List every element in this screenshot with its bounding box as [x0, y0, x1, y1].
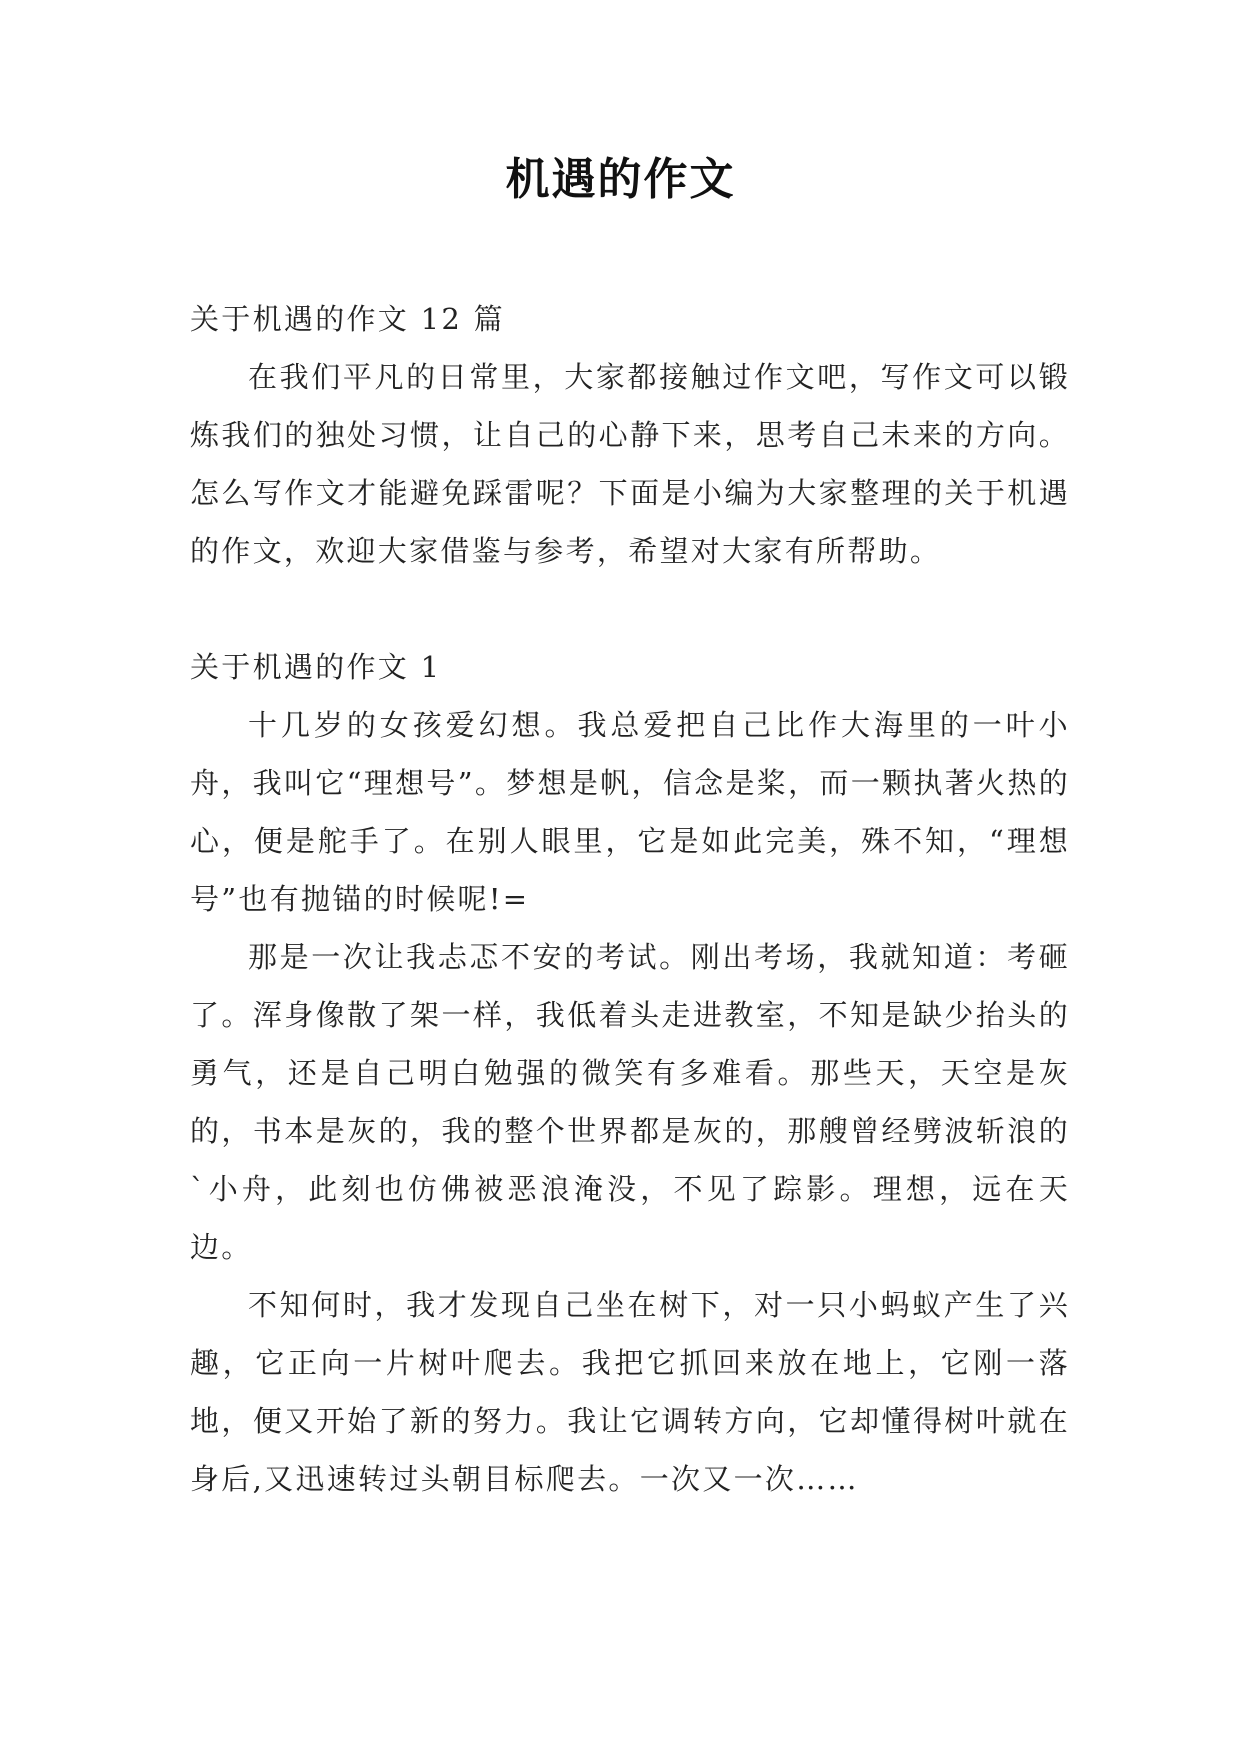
section-spacer	[190, 580, 1070, 638]
body-paragraph-2: 那是一次让我忐忑不安的考试。刚出考场，我就知道：考砸了。浑身像散了架一样，我低着头走进教室，不知是缺少抬头的勇气，还是自己明白勉强的微笑有多难看。那些天，天空是灰的，书本是灰的，我的整个世界都是灰的，那艘曾经劈波斩浪的`小舟，此刻也仿佛被恶浪淹没，不见了踪影。理想，远在天边。	[190, 940, 1070, 1264]
document-body	[190, 290, 1070, 1508]
document-title: 机遇的作文	[505, 154, 736, 205]
body-paragraph-3: 不知何时，我才发现自己坐在树下，对一只小蚂蚁产生了兴趣，它正向一片树叶爬去。我把它抓回来放在地上，它刚一落地，便又开始了新的努力。我让它调转方向，它却懂得树叶就在身后,又迅速转过头朝目标爬去。一次又一次……	[190, 1288, 1070, 1496]
intro-paragraph: 在我们平凡的日常里，大家都接触过作文吧，写作文可以锻炼我们的独处习惯，让自己的心静下来，思考自己未来的方向。怎么写作文才能避免踩雷呢？下面是小编为大家整理的关于机遇的作文，欢迎大家借鉴与参考，希望对大家有所帮助。	[190, 360, 1070, 568]
body-paragraph-1: 十几岁的女孩爱幻想。我总爱把自己比作大海里的一叶小舟，我叫它“理想号”。梦想是帆，信念是桨，而一颗执著火热的心，便是舵手了。在别人眼里，它是如此完美，殊不知，“理想号”也有抛锚的时候呢!=	[190, 708, 1070, 916]
intro-heading: 关于机遇的作文 12 篇	[190, 302, 505, 336]
section-heading: 关于机遇的作文 1	[190, 650, 442, 684]
